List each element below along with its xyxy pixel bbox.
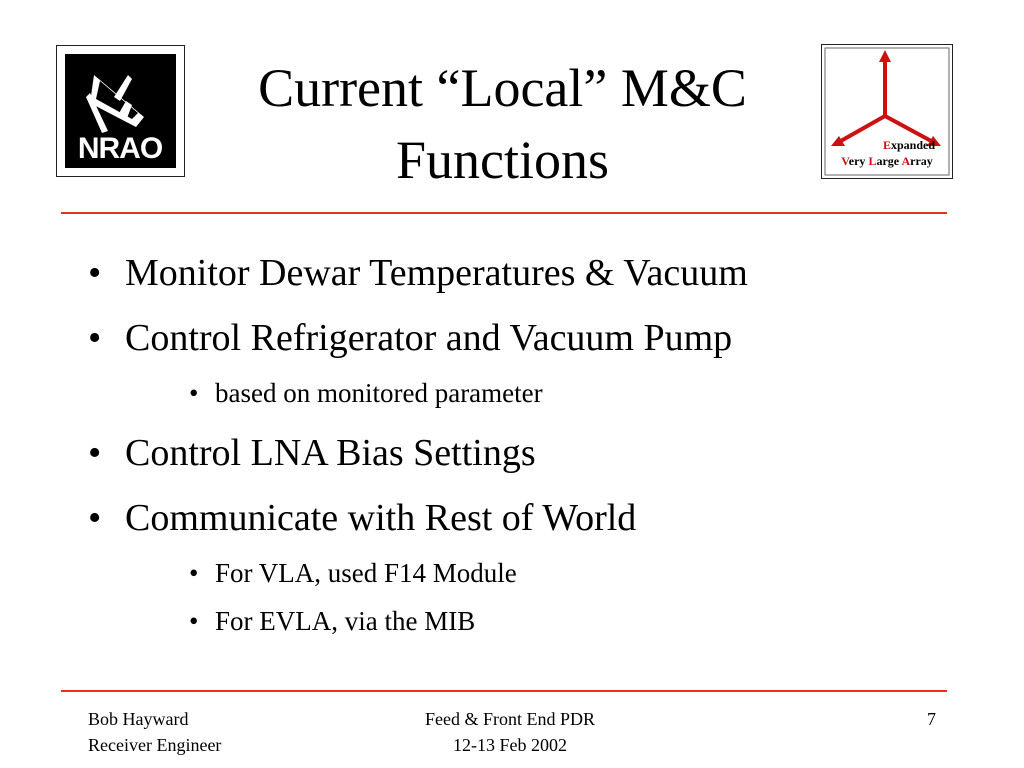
sub-bullet-item	[189, 378, 543, 409]
bullet-text: For VLA, used F14 Module	[215, 558, 517, 588]
page-number: 7	[927, 709, 936, 729]
bullet-text: Communicate with Rest of World	[125, 497, 637, 539]
footer-author-name: Bob Hayward	[88, 709, 189, 729]
bullet-text: Control LNA Bias Settings	[125, 432, 536, 474]
title-divider	[61, 212, 947, 214]
bullet-text: Control Refrigerator and Vacuum Pump	[125, 317, 733, 359]
bullet-marker: •	[189, 606, 199, 636]
footer-event-name: Feed & Front End PDR	[424, 709, 595, 729]
sub-bullet-item	[189, 606, 475, 637]
title-line-1: Current “Local” M&C	[258, 58, 747, 118]
footer-author	[88, 706, 221, 758]
svg-text:NRAO: NRAO	[77, 132, 163, 165]
bullet-marker: •	[189, 378, 199, 408]
slide-title	[185, 52, 820, 196]
bullet-marker: •	[88, 317, 102, 359]
bullet-item	[88, 316, 732, 360]
evla-logo-line1: Expanded	[882, 138, 936, 152]
nrao-logo	[56, 45, 185, 177]
bullet-text: Monitor Dewar Temperatures & Vacuum	[125, 252, 748, 294]
footer-divider	[61, 690, 947, 692]
sub-bullet-item	[189, 558, 517, 589]
footer-event	[380, 706, 640, 758]
bullet-marker: •	[88, 497, 102, 539]
bullet-item	[88, 251, 748, 295]
bullet-item	[88, 431, 536, 475]
bullet-item	[88, 496, 636, 540]
bullet-marker: •	[88, 432, 102, 474]
footer-author-role: Receiver Engineer	[88, 735, 222, 755]
bullet-text: based on monitored parameter	[215, 378, 543, 408]
bullet-text: For EVLA, via the MIB	[215, 606, 476, 636]
bullet-marker: •	[189, 558, 199, 588]
evla-logo-line2: Very Large Array	[841, 154, 933, 168]
title-line-2: Functions	[395, 130, 610, 190]
footer-event-date: 12-13 Feb 2002	[453, 735, 567, 755]
evla-logo	[821, 44, 953, 179]
bullet-marker: •	[88, 252, 102, 294]
